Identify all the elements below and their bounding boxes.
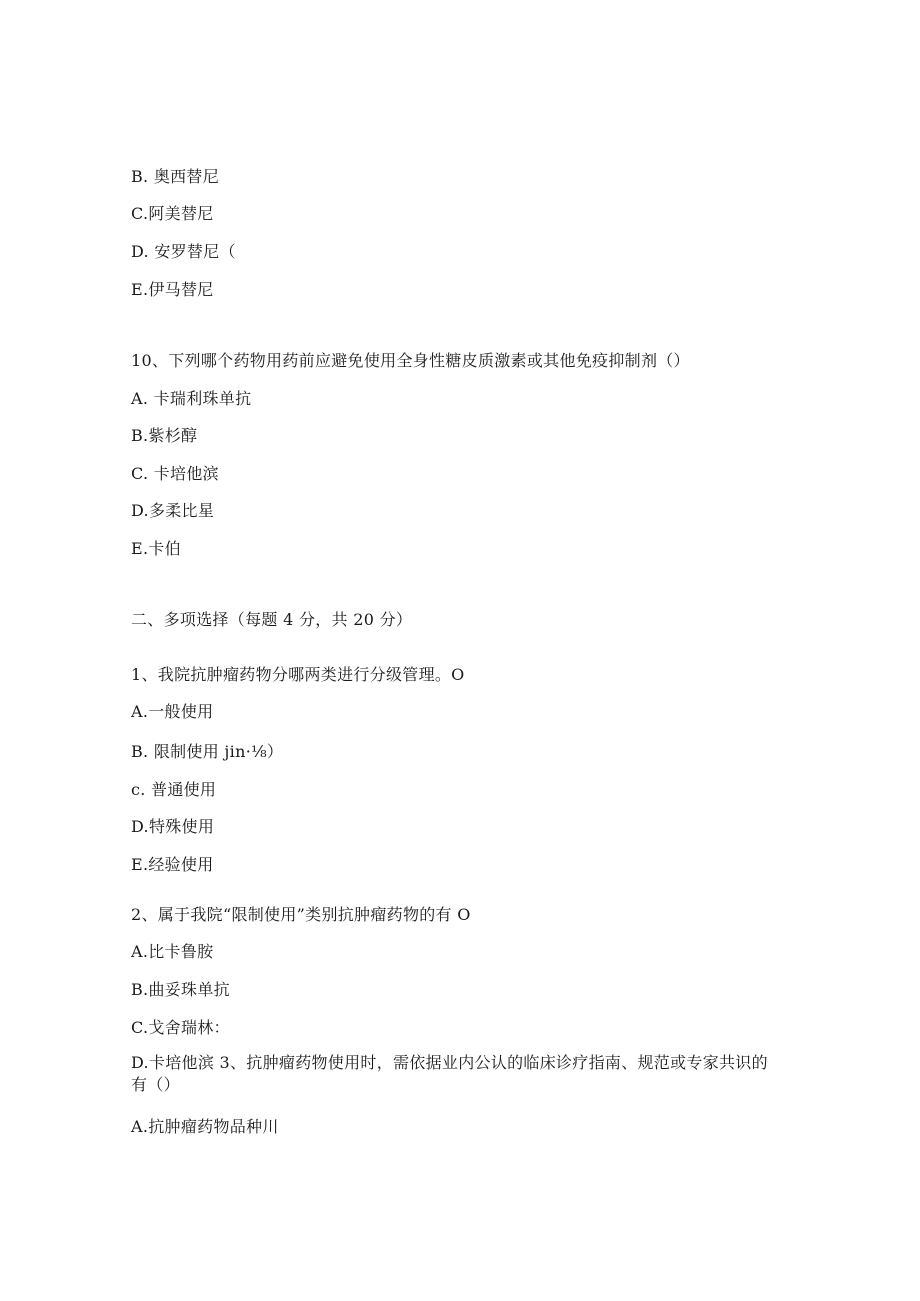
q10-option-a: A. 卡瑞利珠单抗 xyxy=(131,389,252,408)
q9-option-b: B. 奥西替尼 xyxy=(131,167,220,186)
q9-option-e: E.伊马替尼 xyxy=(131,280,214,299)
mq1-question: 1、我院抗肿瘤药物分哪两类进行分级管理。O xyxy=(131,665,465,684)
section-heading: 二、多项选择（每题 4 分，共 20 分） xyxy=(131,610,413,629)
mq1-option-a: A.一般使用 xyxy=(131,702,214,721)
mq2-option-b: B.曲妥珠单抗 xyxy=(131,980,230,999)
mq1-option-c: c. 普通使用 xyxy=(131,780,217,799)
q9-option-c: C.阿美替尼 xyxy=(131,204,214,223)
mq2-option-c: C.戈舍瑞林： xyxy=(131,1018,230,1037)
mq1-option-e: E.经验使用 xyxy=(131,855,214,874)
q10-option-e: E.卡伯 xyxy=(131,539,181,558)
mq1-option-d: D.特殊使用 xyxy=(131,817,215,836)
mq2-option-d-merged: D.卡培他滨 3、抗肿瘤药物使用时，需依据业内公认的临床诊疗指南、规范或专家共识的有（） xyxy=(131,1053,768,1094)
q9-option-d: D. 安罗替尼（ xyxy=(131,242,236,261)
mq2-option-a: A.比卡鲁胺 xyxy=(131,942,214,961)
q10-option-d: D.多柔比星 xyxy=(131,501,215,520)
q10-option-c: C. 卡培他滨 xyxy=(131,464,219,483)
mq2-question: 2、属于我院“限制使用”类别抗肿瘤药物的有 O xyxy=(131,905,471,924)
mq3-option-a: A.抗肿瘤药物品种川 xyxy=(131,1117,279,1136)
q10-question: 10、下列哪个药物用药前应避免使用全身性糖皮质激素或其他免疫抑制剂（） xyxy=(131,351,690,370)
mq1-option-b: B. 限制使用 jin·⅛） xyxy=(131,742,284,761)
q10-option-b: B.紫杉醇 xyxy=(131,426,198,445)
